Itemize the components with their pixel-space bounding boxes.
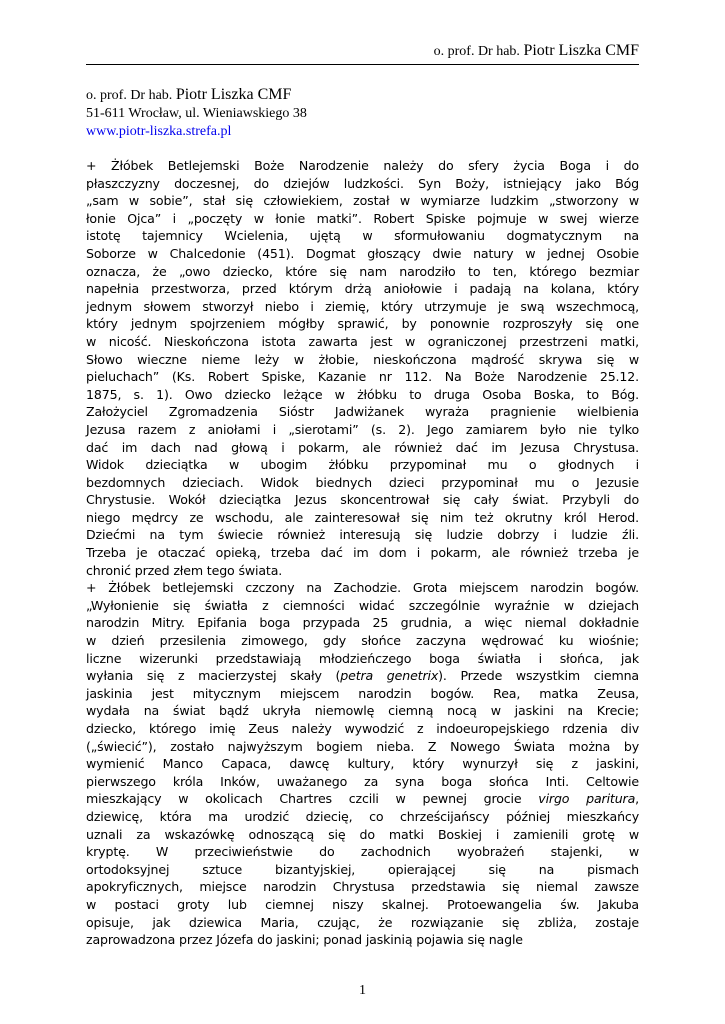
text-line: pieluchach” (Ks. Robert Spiske, Kazanie nr 112. Na Boże Narodzenie 25.12. xyxy=(86,369,639,385)
text-line xyxy=(86,914,639,932)
text-segment: opisuje, jak dziewica Maria, czując, że rozwiązanie się zbliża, zostaje xyxy=(86,914,639,930)
text-line: oznacza, że „owo dziecko, które się nam narodziło to ten, którego bezmiar xyxy=(86,263,639,279)
text-line: Chrystusie. Wokół dzieciątka Jezus skoncentrował się cały świat. Przybyli do xyxy=(86,492,639,508)
text-segment: w dzień przesilenia zimowego, gdy słońce zaczyna wędrować ku wiośnie; xyxy=(86,633,639,649)
text-line xyxy=(86,808,639,826)
text-line: napełnia przestworza, przed którym drżą aniołowie i padają na kolana, który xyxy=(86,281,639,297)
text-line xyxy=(86,843,639,861)
text-line: Jezusa razem z aniołami i „sierotami” (s. 2). Jego zamiarem było nie tylko xyxy=(86,421,639,437)
text-line xyxy=(86,667,639,685)
text-line xyxy=(86,685,639,703)
text-segment: jaskinia jest mitycznym miejscem narodzin bogów. Rea, matka Zeusa, xyxy=(86,685,639,701)
italic-term: virgo paritura xyxy=(538,791,636,807)
text-line xyxy=(86,790,639,808)
text-segment: wymienić Manco Capaca, dawcę kultury, który wynurzył się z jaskini, xyxy=(86,756,639,772)
text-segment: liczne wizerunki przedstawiają młodzieńczego boga światła i słońca, jak xyxy=(86,650,639,666)
text-line xyxy=(86,579,639,597)
author-name: Piotr Liszka CMF xyxy=(175,86,292,103)
text-line: Trzeba je otaczać opieką, trzeba dać im dom i pokarm, ale również trzeba je xyxy=(86,545,639,561)
author-title: o. prof. Dr hab. xyxy=(86,88,176,103)
text-line xyxy=(86,896,639,914)
text-line xyxy=(86,614,639,632)
text-segment: , xyxy=(635,791,639,807)
text-line xyxy=(86,702,639,720)
text-segment: wydała na świat bądź ukryła niemowlę ciemną nocą w jaskini na Krecie; xyxy=(86,703,639,719)
text-line xyxy=(86,755,639,773)
text-line xyxy=(86,861,639,879)
text-line: niego mędrcy ze wschodu, ale zainteresował się nim też okrutny król Herod. xyxy=(86,509,639,525)
text-segment: wyłania się z macierzystej skały ( xyxy=(86,668,341,684)
header-prefix: o. prof. Dr hab. xyxy=(433,44,524,59)
text-line: płaszczyzny doczesnej, do dziejów ludzkości. Syn Boży, istniejący jako Bóg xyxy=(86,175,639,191)
text-line: bezdomnych dzieciach. Widok biednych dzieci przypominał mu o Jezusie xyxy=(86,474,639,490)
text-line: łonie Ojca” i „poczęty w łonie matki”. Robert Spiske pojmuje w swej wierze xyxy=(86,210,639,226)
text-segment: apokryficznych, miejsce narodzin Chrystusa przedstawia się niemal zawsze xyxy=(86,879,639,895)
text-segment: dziewicę, która ma urodzić dziecię, co chrześcijańscy później mieszkańcy xyxy=(86,808,639,824)
text-line: Widok dzieciątka w ubogim żłóbku przypominał mu o głodnych i xyxy=(86,457,639,473)
text-line: Założyciel Zgromadzenia Sióstr Jadwiżanek wyraża pragnienie wielbienia xyxy=(86,404,639,420)
text-line xyxy=(86,720,639,738)
text-segment: „Wyłonienie się światła z ciemności widać szczególnie wyraźnie w dziejach xyxy=(86,597,639,613)
text-line: jednym słowem stworzył niebo i ziemię, który utrzymuje je swą wszechmocą, xyxy=(86,298,639,314)
text-line xyxy=(86,632,639,650)
text-line xyxy=(86,931,639,949)
text-line xyxy=(86,878,639,896)
text-line xyxy=(86,773,639,791)
text-line: chronić przed złem tego świata. xyxy=(86,562,283,578)
page-number: 1 xyxy=(359,983,366,998)
text-segment: + Żłóbek betlejemski czczony na Zachodzie. Grota miejscem narodzin bogów. xyxy=(86,580,639,596)
text-segment: ). Przede wszystkim ciemna xyxy=(438,668,639,684)
text-line: w nicość. Nieskończona istota zawarta jest w ograniczonej przestrzeni matki, xyxy=(86,333,639,349)
paragraph-zlobek-betlejemski xyxy=(86,157,639,579)
text-segment: narodzin Mitry. Epifania boga przypada 25 grudnia, a więc niemal dokładnie xyxy=(86,615,639,631)
text-line xyxy=(86,826,639,844)
author-street: 51-611 Wrocław, ul. Wieniawskiego 38 xyxy=(86,106,307,121)
website-link[interactable]: www.piotr-liszka.strefa.pl xyxy=(86,124,232,139)
text-segment: kryptę. W przeciwieństwie do zachodnich wyobrażeń stajenki, w xyxy=(86,844,639,860)
text-segment: mieszkający w okolicach Chartres czcili w pewnej grocie xyxy=(86,791,539,807)
text-segment: uznali za wskazówkę odnoszącą się do matki Boskiej i zamienili grotę w xyxy=(86,826,639,842)
text-segment: pierwszego króla Inków, uważanego za syna boga słońca Inti. Celtowie xyxy=(86,773,639,789)
text-line: Słowo wieczne nieme leży w żłobie, nieskończona mądrość skrywa się w xyxy=(86,351,639,367)
text-line: który jednym spojrzeniem mógłby sprawić, by ponownie rozproszyły się one xyxy=(86,316,639,332)
text-line: „sam w sobie”, stał się człowiekiem, został w wymiarze ludzkim „stworzony w xyxy=(86,193,639,209)
text-segment: dziecko, którego imię Zeus należy wywodzić z indoeuropejskiego rdzenia div xyxy=(86,721,639,736)
text-line: + Żłóbek Betlejemski Boże Narodzenie należy do sfery życia Boga i do xyxy=(86,158,639,173)
text-segment: w postaci groty lub ciemnej niszy skalnej. Protoewangelia św. Jakuba xyxy=(86,896,639,912)
text-line xyxy=(86,650,639,668)
text-line: Soborze w Chalcedonie (451). Dogmat głoszący dwie natury w jednej Osobie xyxy=(86,245,639,261)
author-name-line xyxy=(86,86,307,105)
text-segment: zaprowadzona przez Józefa do jaskini; ponad jaskinią pojawia się nagle xyxy=(86,932,523,948)
running-header xyxy=(86,42,639,60)
header-rule xyxy=(86,64,639,65)
text-line: 1875, s. 1). Owo dziecko leżące w żłóbku to druga Osoba Boska, to Bóg. xyxy=(86,386,639,402)
body-text xyxy=(86,157,639,949)
italic-term: petra genetrix xyxy=(340,668,439,684)
text-line: istotę tajemnicy Wcielenia, ujętą w sformułowaniu dogmatycznym na xyxy=(86,228,639,244)
text-line xyxy=(86,738,639,756)
header-author-name: Piotr Liszka CMF xyxy=(523,42,639,59)
text-segment: („świecić”), zostało najwyższym bogiem nieba. Z Nowego Świata można by xyxy=(86,738,639,754)
text-line xyxy=(86,597,639,615)
paragraph-zlobek-na-zachodzie xyxy=(86,579,639,948)
text-line: Dziećmi na tym świecie również interesują się ludzie dobrzy i ludzie źli. xyxy=(86,527,639,543)
text-segment: ortodoksyjnej sztuce bizantyjskiej, opierającej się na pismach xyxy=(86,861,639,877)
author-address-block xyxy=(86,86,307,141)
text-line: dać im dach nad głową i pokarm, ale również dać im Jezusa Chrystusa. xyxy=(86,439,639,455)
